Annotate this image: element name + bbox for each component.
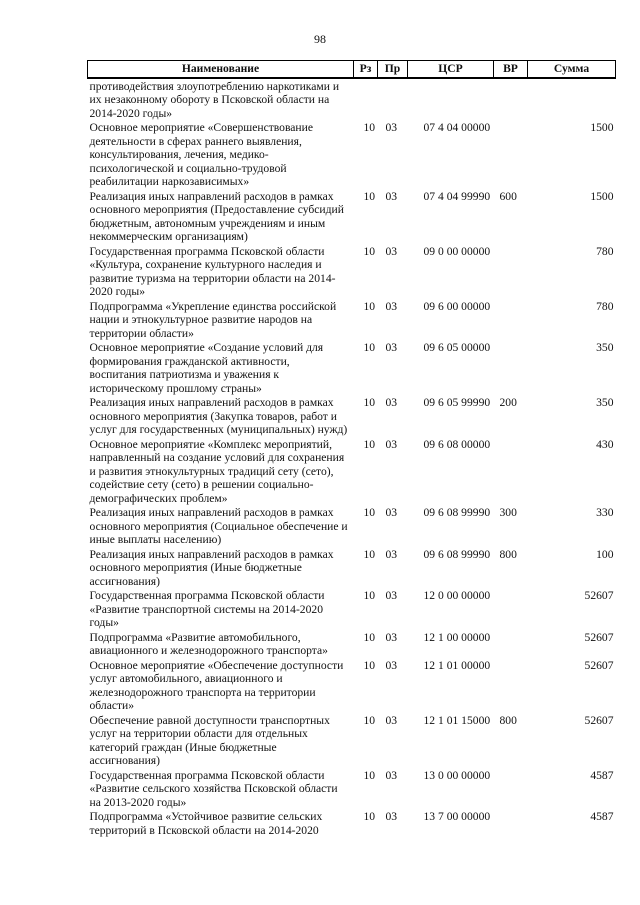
cell-name: Основное мероприятие «Комплекс мероприятий, направленный на создание условий для сохранения и развития этнокультурных традиций сету (сето), содействие сету (сето) в решении социально-демографических проблем» bbox=[89, 437, 345, 505]
cell-rz: 10 bbox=[363, 437, 376, 451]
header-rz: Рз bbox=[354, 61, 378, 78]
cell-vr bbox=[494, 589, 528, 631]
cell-name: Государственная программа Псковской области «Культура, сохранение культурного наследия и развитие туризма на территории области на 2014-2020 годы» bbox=[89, 244, 336, 298]
cell-sum: 780 bbox=[596, 299, 614, 313]
header-pr: Пр bbox=[378, 61, 408, 78]
cell-pr: 03 bbox=[385, 299, 398, 313]
cell-csr: 09 6 08 00000 bbox=[423, 437, 491, 451]
cell-vr bbox=[494, 78, 528, 122]
cell-csr: 12 1 01 15000 bbox=[423, 713, 491, 727]
cell-name: противодействия злоупотреблению наркотиками и их незаконному обороту в Псковской области на 2014-2020 годы» bbox=[89, 79, 340, 120]
cell-name: Основное мероприятие «Обеспечение доступности услуг автомобильного, авиационного и железнодорожного транспорта на территории области» bbox=[89, 658, 344, 712]
cell-sum: 350 bbox=[596, 341, 614, 354]
cell-csr: 09 6 05 99990 bbox=[423, 396, 491, 409]
cell-rz: 10 bbox=[363, 244, 376, 258]
cell-sum: 52607 bbox=[584, 589, 614, 602]
cell-vr: 800 bbox=[499, 713, 517, 727]
cell-rz: 10 bbox=[363, 630, 376, 644]
table-row bbox=[88, 190, 616, 245]
cell-name: Подпрограмма «Устойчивое развитие сельских территорий в Псковской области на 2014-2020 bbox=[89, 810, 323, 837]
cell-name: Обеспечение равной доступности транспортных услуг на территории области для отдельных категорий граждан (Иные бюджетные ассигнования) bbox=[89, 713, 330, 767]
cell-csr: 12 1 01 00000 bbox=[423, 658, 491, 672]
cell-sum: 52607 bbox=[584, 713, 614, 727]
cell-pr: 03 bbox=[385, 658, 398, 672]
cell-sum: 1500 bbox=[590, 189, 614, 203]
cell-pr: 03 bbox=[385, 341, 398, 354]
cell-name: Реализация иных направлений расходов в рамках основного мероприятия (Иные бюджетные ассигнования) bbox=[89, 547, 334, 588]
cell-name: Реализация иных направлений расходов в рамках основного мероприятия (Закупка товаров, работ и услуг для государственных (муниципальных) нужд) bbox=[89, 396, 348, 436]
table-row bbox=[88, 631, 616, 659]
header-name: Наименование bbox=[88, 61, 354, 78]
cell-sum: 4587 bbox=[590, 810, 614, 823]
table-row bbox=[88, 78, 616, 122]
cell-sum: 350 bbox=[596, 396, 614, 409]
cell-rz: 10 bbox=[363, 768, 376, 782]
cell-pr: 03 bbox=[385, 768, 398, 782]
header-csr: ЦСР bbox=[408, 61, 494, 78]
cell-pr: 03 bbox=[385, 121, 398, 134]
cell-csr: 09 6 05 00000 bbox=[423, 341, 491, 354]
cell-name: Основное мероприятие «Совершенствование деятельности в сферах раннего выявления, консультирования, лечения, медико-психологической и социально-трудовой реабилитации наркозависимых» bbox=[89, 121, 313, 188]
cell-sum: 4587 bbox=[590, 768, 614, 782]
cell-rz: 10 bbox=[363, 341, 376, 354]
cell-vr bbox=[494, 121, 528, 190]
cell-rz: 10 bbox=[363, 396, 376, 409]
cell-pr: 03 bbox=[385, 189, 398, 203]
cell-vr: 300 bbox=[499, 506, 517, 519]
cell-csr: 09 6 08 99990 bbox=[423, 506, 491, 519]
table-row bbox=[88, 245, 616, 300]
header-sum: Сумма bbox=[528, 61, 616, 78]
cell-name: Государственная программа Псковской области «Развитие транспортной системы на 2014-2020 годы» bbox=[89, 589, 325, 629]
cell-rz: 10 bbox=[363, 810, 376, 823]
table-row bbox=[88, 769, 616, 811]
table-row bbox=[88, 548, 616, 590]
table-row bbox=[88, 589, 616, 631]
cell-csr: 12 1 00 00000 bbox=[423, 630, 491, 644]
cell-vr: 600 bbox=[499, 189, 517, 203]
table-row bbox=[88, 714, 616, 769]
cell-rz: 10 bbox=[363, 506, 376, 519]
cell-pr: 03 bbox=[385, 547, 398, 561]
cell-pr: 03 bbox=[385, 396, 398, 409]
cell-pr: 03 bbox=[385, 437, 398, 451]
cell-vr bbox=[494, 341, 528, 396]
cell-rz: 10 bbox=[363, 713, 376, 727]
cell-sum: 780 bbox=[596, 244, 614, 258]
cell-vr bbox=[494, 631, 528, 659]
cell-csr: 13 7 00 00000 bbox=[423, 810, 491, 823]
table-header-row bbox=[88, 61, 616, 78]
cell-csr: 09 0 00 00000 bbox=[423, 244, 491, 258]
cell-pr: 03 bbox=[385, 630, 398, 644]
cell-sum: 52607 bbox=[584, 630, 614, 644]
cell-sum: 100 bbox=[596, 547, 614, 561]
table-row bbox=[88, 121, 616, 190]
cell-sum: 430 bbox=[596, 437, 614, 451]
cell-csr bbox=[408, 78, 494, 122]
cell-vr bbox=[494, 659, 528, 714]
table-row bbox=[88, 506, 616, 548]
cell-vr bbox=[494, 769, 528, 811]
budget-table bbox=[87, 60, 616, 838]
cell-rz: 10 bbox=[363, 189, 376, 203]
page-number: 98 bbox=[314, 32, 326, 46]
table-body bbox=[88, 78, 616, 839]
cell-sum: 52607 bbox=[584, 658, 614, 672]
cell-vr bbox=[494, 438, 528, 507]
cell-sum bbox=[528, 78, 616, 122]
cell-rz: 10 bbox=[363, 121, 376, 134]
cell-name: Реализация иных направлений расходов в рамках основного мероприятия (Предоставление субсидий бюджетным, автономным учреждениям и иным некоммерческим организациям) bbox=[89, 189, 344, 243]
cell-vr bbox=[494, 300, 528, 342]
table-row bbox=[88, 341, 616, 396]
cell-pr bbox=[378, 78, 408, 122]
cell-csr: 07 4 04 00000 bbox=[423, 121, 491, 134]
cell-vr: 200 bbox=[499, 396, 517, 409]
table-row bbox=[88, 810, 616, 838]
cell-pr: 03 bbox=[385, 589, 398, 602]
cell-vr bbox=[494, 810, 528, 838]
cell-rz: 10 bbox=[363, 547, 376, 561]
cell-sum: 1500 bbox=[590, 121, 614, 134]
header-vr: ВР bbox=[494, 61, 528, 78]
cell-rz bbox=[354, 78, 378, 122]
cell-pr: 03 bbox=[385, 244, 398, 258]
cell-name: Основное мероприятие «Создание условий для формирования гражданской активности, воспитания патриотизма и уважения к историческому прошлому страны» bbox=[89, 341, 324, 395]
cell-csr: 07 4 04 99990 bbox=[423, 189, 491, 203]
cell-pr: 03 bbox=[385, 810, 398, 823]
cell-rz: 10 bbox=[363, 299, 376, 313]
cell-name: Подпрограмма «Развитие автомобильного, авиационного и железнодорожного транспорта» bbox=[89, 630, 328, 657]
cell-pr: 03 bbox=[385, 506, 398, 519]
cell-name: Государственная программа Псковской области «Развитие сельского хозяйства Псковской области на 2013-2020 годы» bbox=[89, 768, 338, 809]
cell-csr: 09 6 08 99990 bbox=[423, 547, 491, 561]
table-row bbox=[88, 300, 616, 342]
cell-vr: 800 bbox=[499, 547, 517, 561]
table-row bbox=[88, 438, 616, 507]
cell-pr: 03 bbox=[385, 713, 398, 727]
table-row bbox=[88, 659, 616, 714]
cell-csr: 12 0 00 00000 bbox=[423, 589, 491, 602]
table-row bbox=[88, 396, 616, 438]
cell-csr: 09 6 00 00000 bbox=[423, 299, 491, 313]
cell-name: Подпрограмма «Укрепление единства российской нации и этнокультурное развитие народов на территории области» bbox=[89, 299, 337, 340]
cell-name: Реализация иных направлений расходов в рамках основного мероприятия (Социальное обеспечение и иные выплаты населению) bbox=[89, 506, 348, 546]
cell-rz: 10 bbox=[363, 589, 376, 602]
cell-vr bbox=[494, 245, 528, 300]
cell-csr: 13 0 00 00000 bbox=[423, 768, 491, 782]
cell-sum: 330 bbox=[596, 506, 614, 519]
cell-rz: 10 bbox=[363, 658, 376, 672]
